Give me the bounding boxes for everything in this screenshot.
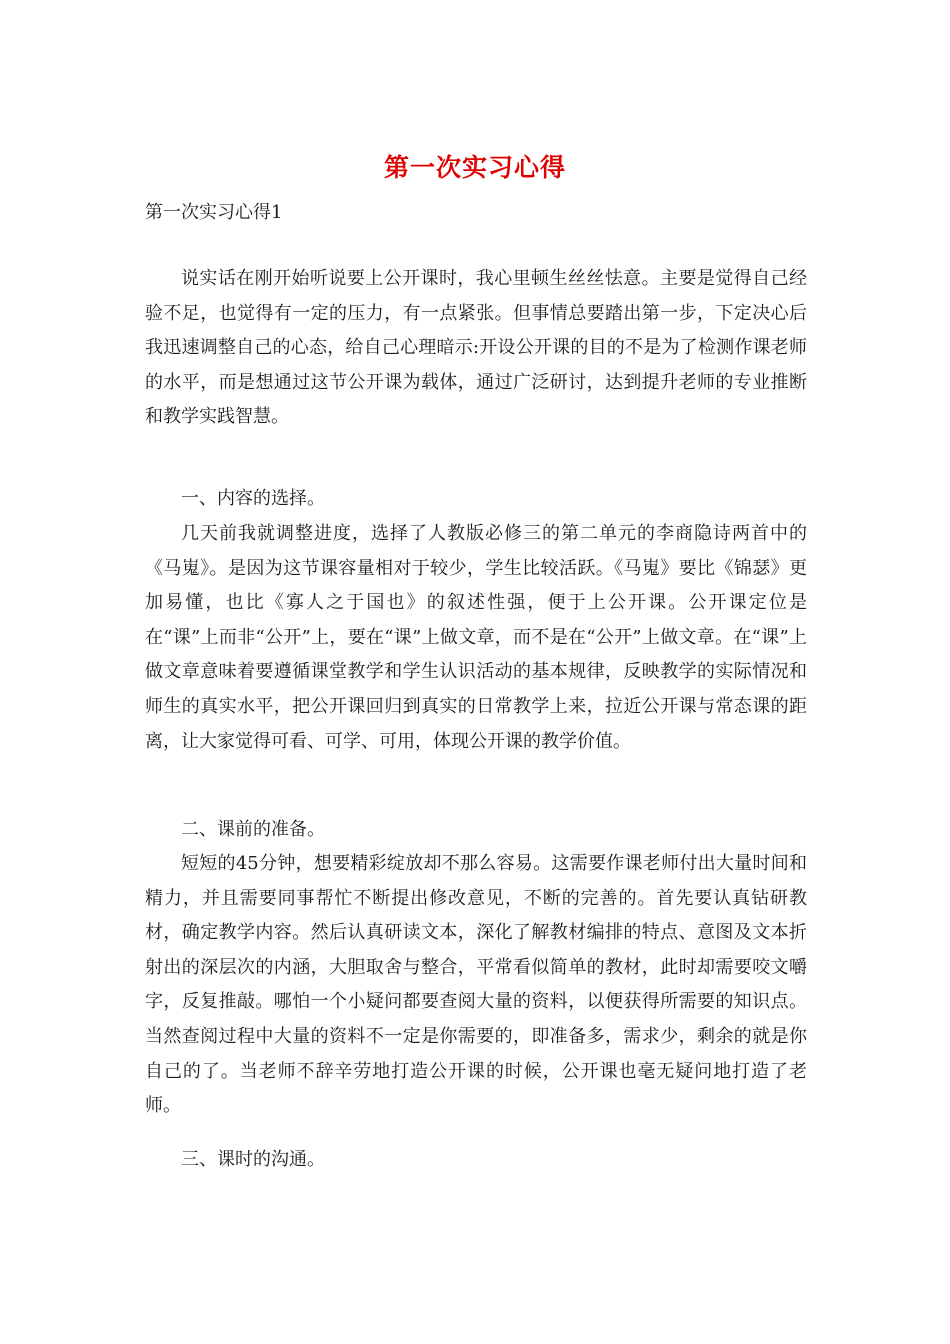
document-subtitle: 第一次实习心得1 bbox=[145, 202, 283, 223]
intro-paragraph: 说实话在刚开始听说要上公开课时，我心里顿生丝丝怯意。主要是觉得自己经验不足，也觉得有一定的压力，有一点紧张。但事情总要踏出第一步，下定决心后我迅速调整自己的心态，给自己心理暗示:开设公开课的目的不是为了检测作课老师的水平，而是想通过这节公开课为载体，通过广泛研讨，达到提升老师的专业推断和教学实践智慧。 bbox=[145, 268, 807, 428]
section-heading-content: 一、内容的选择。 bbox=[181, 488, 325, 509]
section-body-content: 几天前我就调整进度，选择了人教版必修三的第二单元的李商隐诗两首中的《马嵬》。是因为这节课容量相对于较少，学生比较活跃。《马嵬》要比《锦瑟》更加易懂，也比《寡人之于国也》的叙述性强，便于上公开课。公开课定位是在“课”上而非“公开”上，要在“课”上做文章，而不是在“公开”上做文章。在“课”上做文章意味着要遵循课堂教学和学生认识活动的基本规律，反映教学的实际情况和师生的真实水平，把公开课回归到真实的日常教学上来，拉近公开课与常态课的距离，让大家觉得可看、可学、可用，体现公开课的教学价值。 bbox=[145, 523, 807, 752]
section-heading-communication: 三、课时的沟通。 bbox=[181, 1149, 325, 1170]
section-heading-preparation: 二、课前的准备。 bbox=[181, 819, 325, 840]
section-body-preparation: 短短的45分钟，想要精彩绽放却不那么容易。这需要作课老师付出大量时间和精力，并且需要同事帮忙不断提出修改意见，不断的完善的。首先要认真钻研教材，确定教学内容。然后认真研读文本，深化了解教材编排的特点、意图及文本折射出的深层次的内涵，大胆取舍与整合，平常看似简单的教材，此时却需要咬文嚼字，反复推敲。哪怕一个小疑问都要查阅大量的资料，以便获得所需要的知识点。当然查阅过程中大量的资料不一定是你需要的，即准备多，需求少，剩余的就是你自己的了。当老师不辞辛劳地打造公开课的时候，公开课也毫无疑问地打造了老师。 bbox=[145, 853, 807, 1117]
document-title: 第一次实习心得 bbox=[383, 153, 566, 182]
